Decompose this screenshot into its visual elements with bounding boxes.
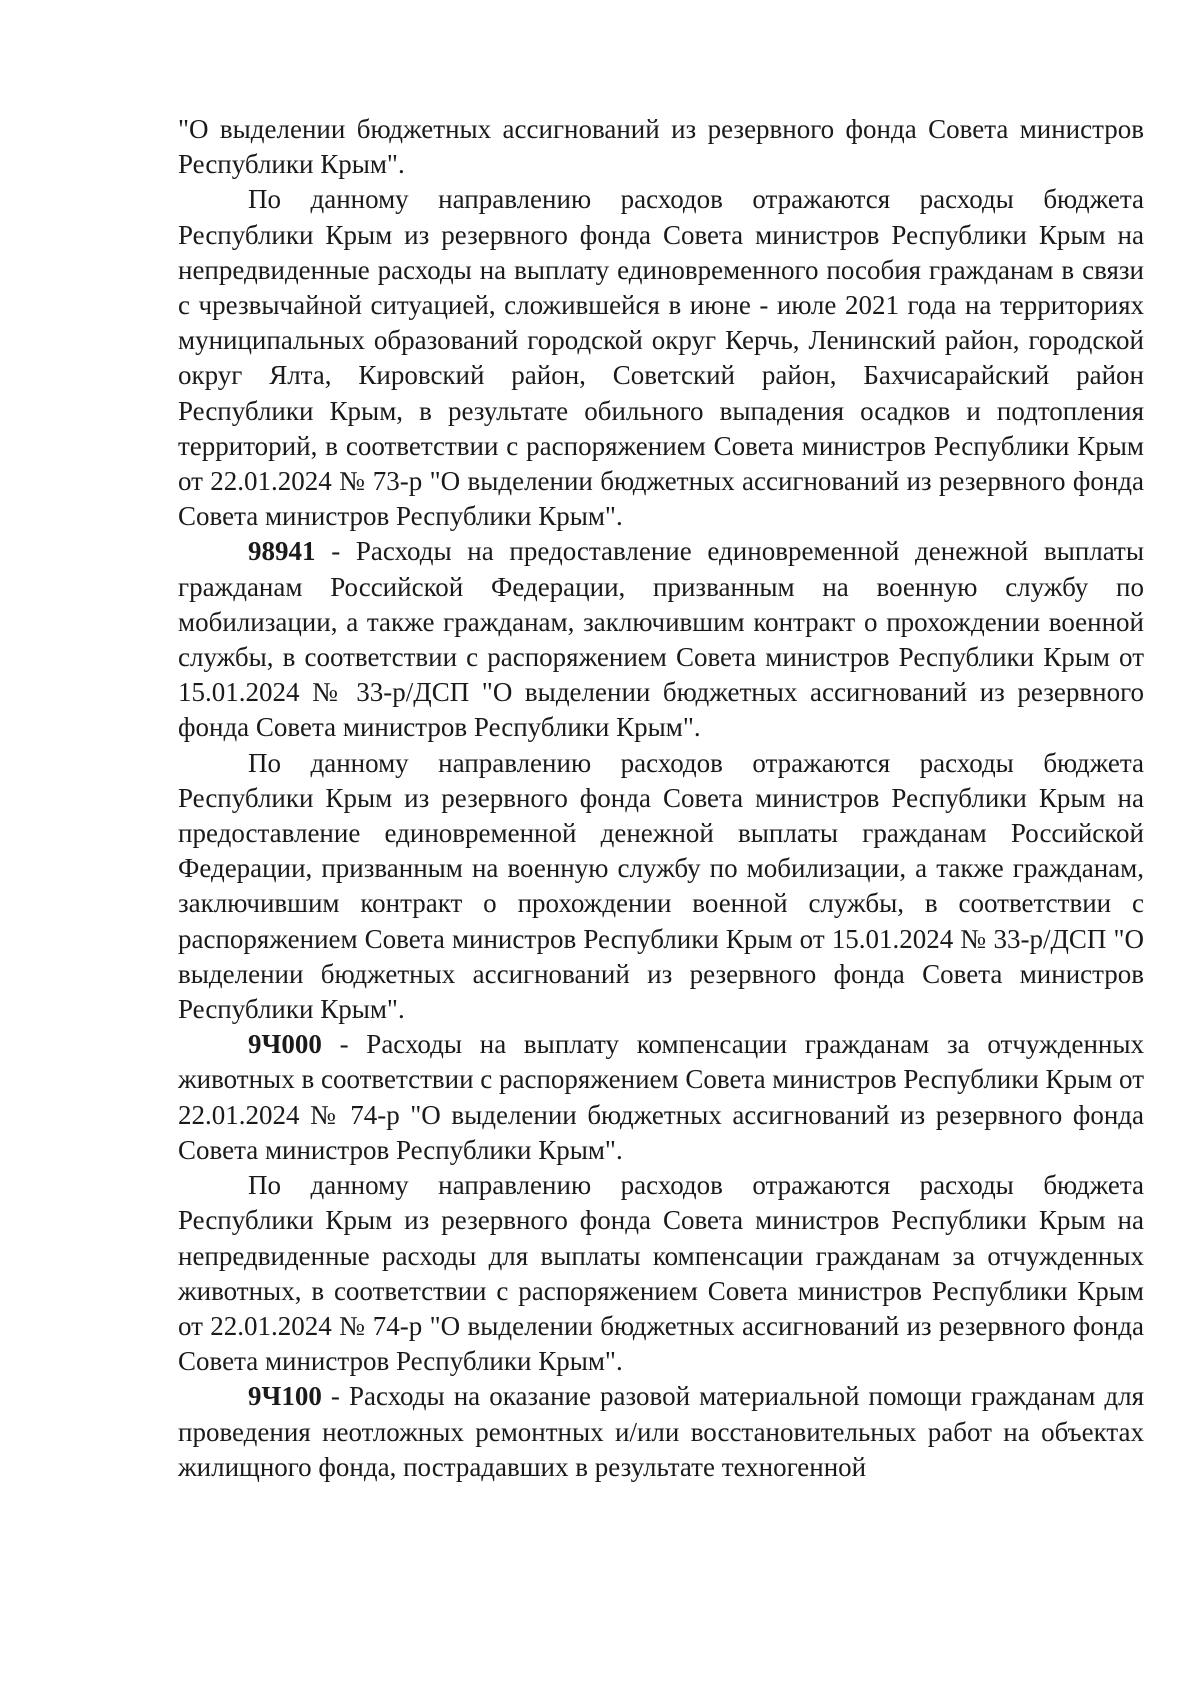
- paragraph-1: [178, 112, 1144, 182]
- paragraph-6-text: По данному направлению расходов отражаются расходы бюджета Республики Крым из резервного фонда Совета министров Республики Крым на непредвиденные расходы для выплаты компенсации гражданам за отчужденных животных, в соответствии с распоряжением Совета министров Республики Крым от 22.01.2024 № 74-р "О выделении бюджетных ассигнований из резервного фонда Совета министров Республики Крым".: [178, 1170, 1144, 1377]
- paragraph-7-text: - Расходы на оказание разовой материальной помощи гражданам для проведения неотложных ремонтных и/или восстановительных работ на объектах жилищного фонда, пострадавших в результате техногенной: [178, 1381, 1144, 1482]
- paragraph-2: [178, 182, 1144, 534]
- paragraph-7: [178, 1379, 1144, 1485]
- paragraph-4: [178, 746, 1144, 1028]
- paragraph-1-text: "О выделении бюджетных ассигнований из резервного фонда Совета министров Республики Крым".: [178, 114, 1144, 180]
- paragraph-2-text: По данному направлению расходов отражаются расходы бюджета Республики Крым из резервного фонда Совета министров Республики Крым на непредвиденные расходы на выплату единовременного пособия гражданам в связи с чрезвычайной ситуацией, сложившейся в июне - июле 2021 года на территориях муниципальных образований городской округ Керчь, Ленинский район, городской округ Ялта, Кировский район, Советский район, Бахчисарайский район Республики Крым, в результате обильного выпадения осадков и подтопления территорий, в соответствии с распоряжением Совета министров Республики Крым от 22.01.2024 № 73-р "О выделении бюджетных ассигнований из резервного фонда Совета министров Республики Крым".: [178, 184, 1144, 532]
- paragraph-3: [178, 534, 1144, 745]
- paragraph-5-text: - Расходы на выплату компенсации гражданам за отчужденных животных в соответствии с распоряжением Совета министров Республики Крым от 22.01.2024 № 74-р "О выделении бюджетных ассигнований из резервного фонда Совета министров Республики Крым".: [178, 1029, 1144, 1165]
- budget-code-9ch000: 9Ч000: [248, 1029, 322, 1060]
- paragraph-5: [178, 1027, 1144, 1168]
- paragraph-4-text: По данному направлению расходов отражаются расходы бюджета Республики Крым из резервного фонда Совета министров Республики Крым на предоставление единовременной денежной выплаты гражданам Российской Федерации, призванным на военную службу по мобилизации, а также гражданам, заключившим контракт о прохождении военной службы, в соответствии с распоряжением Совета министров Республики Крым от 15.01.2024 № 33-р/ДСП "О выделении бюджетных ассигнований из резервного фонда Совета министров Республики Крым".: [178, 747, 1144, 1025]
- paragraph-3-text: - Расходы на предоставление единовременной денежной выплаты гражданам Российской Федерации, призванным на военную службу по мобилизации, а также гражданам, заключившим контракт о прохождении военной службы, в соответствии с распоряжением Совета министров Республики Крым от 15.01.2024 № 33-р/ДСП "О выделении бюджетных ассигнований из резервного фонда Совета министров Республики Крым".: [178, 536, 1144, 743]
- document-page: [178, 112, 1144, 1485]
- budget-code-9ch100: 9Ч100: [248, 1381, 322, 1412]
- budget-code-98941: 98941: [248, 536, 316, 567]
- paragraph-6: [178, 1168, 1144, 1379]
